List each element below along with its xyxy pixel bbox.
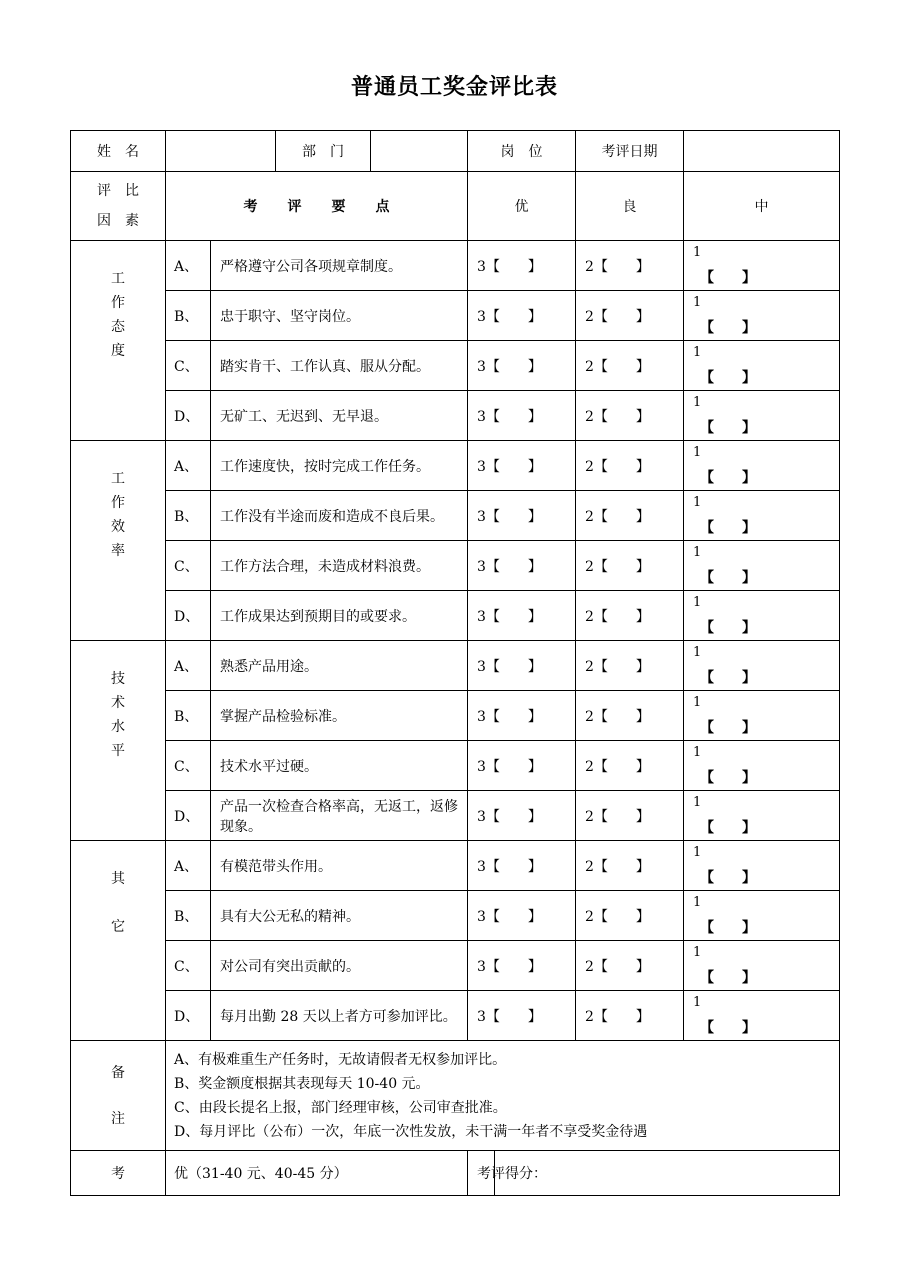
good-score-field[interactable]: 2【 】 — [576, 341, 684, 391]
medium-score-number: 1 — [693, 795, 702, 810]
category-char: 作 — [111, 495, 125, 511]
medium-score-field[interactable] — [684, 991, 840, 1041]
medium-score-number: 1 — [693, 495, 702, 510]
item-letter: C、 — [166, 541, 211, 591]
table-row — [71, 891, 840, 941]
medium-score-field[interactable] — [684, 441, 840, 491]
medium-score-bracket: 【 】 — [700, 470, 756, 486]
medium-score-bracket: 【 】 — [700, 1020, 756, 1036]
category-char: 态 — [111, 319, 125, 335]
medium-score-field[interactable] — [684, 491, 840, 541]
notes-label-char: 注 — [111, 1110, 125, 1127]
note-line: C、由段长提名上报，部门经理审核，公司审查批准。 — [174, 1099, 507, 1116]
notes-content — [166, 1041, 840, 1151]
item-description: 工作速度快，按时完成工作任务。 — [211, 441, 468, 491]
footer-level-cell — [166, 1151, 468, 1196]
footer-level: 优（31-40 元、40-45 分） — [166, 1151, 495, 1195]
medium-score-bracket: 【 】 — [700, 820, 756, 836]
medium-score-number: 1 — [693, 395, 702, 410]
excellent-score-field[interactable]: 3【 】 — [468, 791, 576, 841]
excellent-score-field[interactable]: 3【 】 — [468, 291, 576, 341]
table-row — [71, 741, 840, 791]
medium-score-field[interactable] — [684, 591, 840, 641]
table-row — [71, 541, 840, 591]
item-description: 工作成果达到预期目的或要求。 — [211, 591, 468, 641]
medium-score-bracket: 【 】 — [700, 720, 756, 736]
date-label: 考评日期 — [576, 131, 684, 172]
category-char: 平 — [111, 743, 125, 759]
table-row — [71, 241, 840, 291]
excellent-score-field[interactable]: 3【 】 — [468, 491, 576, 541]
name-label: 姓名 — [71, 131, 166, 172]
good-score-field[interactable]: 2【 】 — [576, 541, 684, 591]
item-description: 每月出勤 28 天以上者方可参加评比。 — [211, 991, 468, 1041]
table-row — [71, 641, 840, 691]
category-label — [71, 641, 166, 841]
item-letter: A、 — [166, 841, 211, 891]
table-row — [71, 391, 840, 441]
medium-score-number: 1 — [693, 995, 702, 1010]
excellent-score-field[interactable]: 3【 】 — [468, 441, 576, 491]
table-row — [71, 691, 840, 741]
item-letter: D、 — [166, 991, 211, 1041]
excellent-score-field[interactable]: 3【 】 — [468, 941, 576, 991]
good-score-field[interactable]: 2【 】 — [576, 591, 684, 641]
item-description: 技术水平过硬。 — [211, 741, 468, 791]
medium-score-number: 1 — [693, 245, 702, 260]
good-score-field[interactable]: 2【 】 — [576, 791, 684, 841]
category-char: 率 — [111, 543, 125, 559]
medium-score-bracket: 【 】 — [700, 870, 756, 886]
category-char: 其 — [111, 871, 125, 887]
medium-score-bracket: 【 】 — [700, 370, 756, 386]
medium-score-bracket: 【 】 — [700, 520, 756, 536]
table-row — [71, 841, 840, 891]
category-char: 术 — [111, 695, 125, 711]
medium-score-bracket: 【 】 — [700, 420, 756, 436]
table-row — [71, 991, 840, 1041]
notes-label-char: 备 — [111, 1064, 125, 1081]
category-char: 工 — [111, 271, 125, 287]
medium-score-bracket: 【 】 — [700, 670, 756, 686]
table-row — [71, 941, 840, 991]
item-letter: B、 — [166, 891, 211, 941]
category-char: 水 — [111, 719, 125, 735]
good-score-field[interactable]: 2【 】 — [576, 641, 684, 691]
medium-score-field[interactable] — [684, 891, 840, 941]
notes-row — [71, 1041, 840, 1151]
medium-score-bracket: 【 】 — [700, 770, 756, 786]
name-field[interactable] — [166, 131, 276, 172]
medium-score-number: 1 — [693, 595, 702, 610]
item-description: 产品一次检查合格率高，无返工，返修现象。 — [211, 791, 468, 841]
category-char: 技 — [111, 671, 125, 687]
table-row — [71, 491, 840, 541]
item-description: 工作方法合理，未造成材料浪费。 — [211, 541, 468, 591]
excellent-score-field[interactable]: 3【 】 — [468, 391, 576, 441]
medium-score-field[interactable] — [684, 941, 840, 991]
excellent-score-field[interactable]: 3【 】 — [468, 741, 576, 791]
medium-score-number: 1 — [693, 445, 702, 460]
item-letter: D、 — [166, 791, 211, 841]
excellent-score-field[interactable]: 3【 】 — [468, 341, 576, 391]
subheader-row — [71, 172, 840, 241]
excellent-score-field[interactable]: 3【 】 — [468, 641, 576, 691]
medium-score-number: 1 — [693, 745, 702, 760]
medium-score-field[interactable] — [684, 691, 840, 741]
item-description: 有模范带头作用。 — [211, 841, 468, 891]
medium-score-number: 1 — [693, 545, 702, 560]
item-description: 踏实肯干、工作认真、服从分配。 — [211, 341, 468, 391]
excellent-score-field[interactable]: 3【 】 — [468, 841, 576, 891]
medium-score-field[interactable] — [684, 291, 840, 341]
category-label — [71, 441, 166, 641]
item-letter: D、 — [166, 591, 211, 641]
note-line: A、有极难重生产任务时，无故请假者无权参加评比。 — [174, 1051, 507, 1068]
score-total-field[interactable]: 考评得分： — [468, 1151, 840, 1196]
medium-score-number: 1 — [693, 895, 702, 910]
category-label — [71, 841, 166, 1041]
header-row — [71, 131, 840, 172]
item-description: 工作没有半途而废和造成不良后果。 — [211, 491, 468, 541]
medium-score-field[interactable] — [684, 541, 840, 591]
factor-header-line2: 因素 — [97, 213, 153, 229]
excellent-header: 优 — [468, 172, 576, 241]
table-row — [71, 291, 840, 341]
category-char: 效 — [111, 519, 125, 535]
medium-score-bracket: 【 】 — [700, 620, 756, 636]
item-letter: B、 — [166, 691, 211, 741]
medium-score-bracket: 【 】 — [700, 920, 756, 936]
item-description: 熟悉产品用途。 — [211, 641, 468, 691]
medium-header: 中 — [684, 172, 840, 241]
excellent-score-field[interactable]: 3【 】 — [468, 541, 576, 591]
good-score-field[interactable]: 2【 】 — [576, 991, 684, 1041]
medium-score-number: 1 — [693, 695, 702, 710]
good-header: 良 — [576, 172, 684, 241]
item-description: 具有大公无私的精神。 — [211, 891, 468, 941]
date-field[interactable] — [684, 131, 840, 172]
medium-score-number: 1 — [693, 295, 702, 310]
medium-score-field[interactable] — [684, 641, 840, 691]
good-score-field[interactable]: 2【 】 — [576, 441, 684, 491]
evaluation-form — [70, 130, 840, 1196]
excellent-score-field[interactable]: 3【 】 — [468, 991, 576, 1041]
good-score-field[interactable]: 2【 】 — [576, 241, 684, 291]
item-letter: C、 — [166, 341, 211, 391]
excellent-score-field[interactable]: 3【 】 — [468, 891, 576, 941]
medium-score-number: 1 — [693, 345, 702, 360]
table-row — [71, 341, 840, 391]
note-line: D、每月评比（公布）一次，年底一次性发放，未干满一年者不享受奖金待遇 — [174, 1123, 648, 1140]
notes-label — [71, 1041, 166, 1151]
item-letter: A、 — [166, 241, 211, 291]
medium-score-field[interactable] — [684, 391, 840, 441]
item-letter: B、 — [166, 291, 211, 341]
factor-header-line1: 评比 — [97, 183, 153, 199]
footer-row — [71, 1151, 840, 1196]
item-letter: A、 — [166, 441, 211, 491]
medium-score-field[interactable] — [684, 341, 840, 391]
medium-score-bracket: 【 】 — [700, 270, 756, 286]
good-score-field[interactable]: 2【 】 — [576, 391, 684, 441]
excellent-score-field[interactable]: 3【 】 — [468, 691, 576, 741]
good-score-field[interactable]: 2【 】 — [576, 891, 684, 941]
item-description: 掌握产品检验标准。 — [211, 691, 468, 741]
medium-score-field[interactable] — [684, 791, 840, 841]
item-description: 严格遵守公司各项规章制度。 — [211, 241, 468, 291]
category-char: 度 — [111, 343, 125, 359]
medium-score-field[interactable] — [684, 741, 840, 791]
good-score-field[interactable]: 2【 】 — [576, 841, 684, 891]
note-line: B、奖金额度根据其表现每天 10-40 元。 — [174, 1075, 430, 1092]
medium-score-field[interactable] — [684, 241, 840, 291]
item-letter: D、 — [166, 391, 211, 441]
good-score-field[interactable]: 2【 】 — [576, 941, 684, 991]
good-score-field[interactable]: 2【 】 — [576, 491, 684, 541]
category-char: 它 — [111, 919, 125, 935]
excellent-score-field[interactable]: 3【 】 — [468, 591, 576, 641]
footer-label: 考 — [71, 1151, 166, 1196]
medium-score-field[interactable] — [684, 841, 840, 891]
dept-field[interactable] — [371, 131, 468, 171]
dept-cell — [276, 131, 468, 172]
item-letter: C、 — [166, 741, 211, 791]
medium-score-number: 1 — [693, 645, 702, 660]
item-description: 无矿工、无迟到、无早退。 — [211, 391, 468, 441]
medium-score-bracket: 【 】 — [700, 970, 756, 986]
category-char: 作 — [111, 295, 125, 311]
medium-score-bracket: 【 】 — [700, 570, 756, 586]
good-score-field[interactable]: 2【 】 — [576, 741, 684, 791]
item-description: 对公司有突出贡献的。 — [211, 941, 468, 991]
medium-score-bracket: 【 】 — [700, 320, 756, 336]
page-title: 普通员工奖金评比表 — [350, 74, 558, 100]
item-letter: A、 — [166, 641, 211, 691]
good-score-field[interactable]: 2【 】 — [576, 691, 684, 741]
post-label: 岗位 — [468, 131, 576, 172]
table-row — [71, 591, 840, 641]
item-letter: C、 — [166, 941, 211, 991]
dept-label: 部门 — [276, 131, 371, 171]
item-letter: B、 — [166, 491, 211, 541]
table-row — [71, 441, 840, 491]
item-description: 忠于职守、坚守岗位。 — [211, 291, 468, 341]
table-row — [71, 791, 840, 841]
key-points-header: 考评要点 — [166, 172, 468, 241]
category-char: 工 — [111, 471, 125, 487]
good-score-field[interactable]: 2【 】 — [576, 291, 684, 341]
excellent-score-field[interactable]: 3【 】 — [468, 241, 576, 291]
factor-header — [71, 172, 166, 241]
medium-score-number: 1 — [693, 845, 702, 860]
medium-score-number: 1 — [693, 945, 702, 960]
category-label — [71, 241, 166, 441]
